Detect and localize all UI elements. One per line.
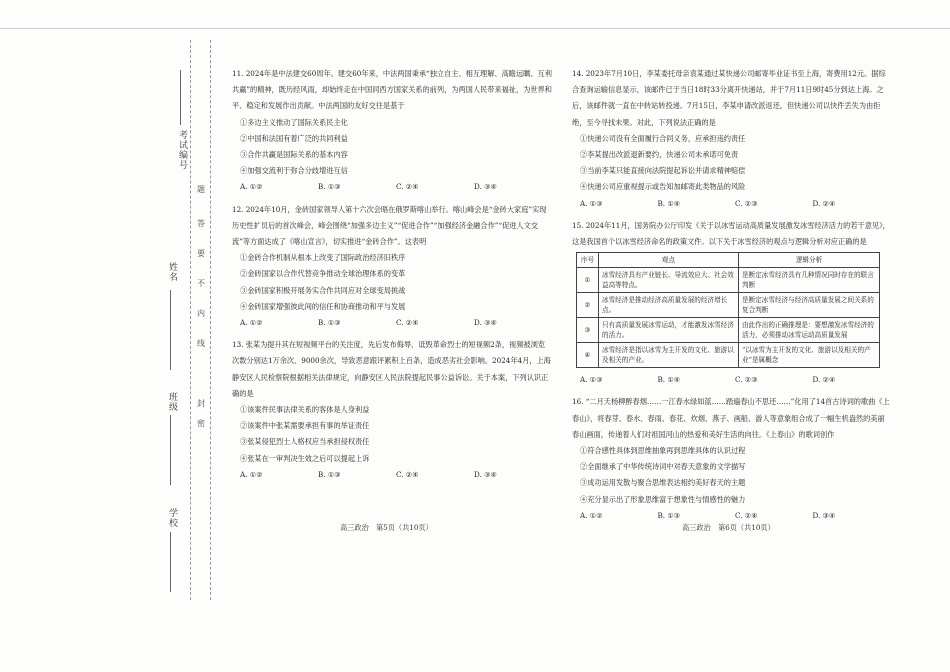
option-d: D. ③④	[474, 318, 497, 328]
option-b: B. ①③	[657, 510, 681, 520]
option-c: C. ②④	[396, 182, 419, 192]
statement: ③成功运用发散与聚合思维表达相约美好春天的主题	[580, 478, 746, 488]
seal-char: 要	[197, 249, 205, 258]
option-d: D. ②④	[812, 198, 836, 208]
binding-strip	[140, 40, 215, 600]
option-a: A. ①②	[580, 510, 603, 520]
statement: ②该案件中张某需要承担有事的举证责任	[240, 421, 370, 431]
school-label: 学校	[167, 508, 177, 528]
statement: ③合作共赢是国际关系的基本内容	[240, 150, 348, 160]
answer-options	[572, 196, 890, 212]
page-footer-right: 高三政治 第6页（共10页）	[682, 523, 775, 532]
statement: ②金砖国家以合作代替竞争推动全球治理体系的变革	[240, 269, 406, 279]
question-stem: 11. 2024年是中法建交60周年。建交60年来，中法两国秉承“独立自主、相互理解、高瞻远瞩、互利共赢”的精神，既历经风雨，却始终走在中国同西方国家关系的前列，为两国人民带来福祉，为世界和平、稳定和发展作出贡献。中法两国的友好交往是基于	[232, 69, 552, 111]
table-cell: 由此作出的正确推理是：要想激发冰雪经济的活力，必须推动冰雪运动高质量发展	[739, 318, 880, 343]
option-b: B. ①③	[318, 469, 341, 479]
option-c: C. ②④	[396, 469, 419, 479]
seal-char: 线	[197, 339, 205, 348]
question-12	[232, 202, 552, 332]
question-13	[232, 337, 552, 483]
statement: ①符合感性具体到思维抽象再到思维具体的认识过程	[580, 446, 746, 456]
option-b: B. ①③	[318, 182, 341, 192]
statement: ②李某提出改派退新要约，快递公司未承诺可免责	[580, 150, 739, 160]
table-row	[577, 293, 880, 318]
question-stem: 13. 张某为提升其在短视频平台的关注度，先后发布侮辱、诋毁革命烈士的短视频2条，视频被浏览次数分别达1万余次、9000余次，导致恶意跟评累积上百条，造成恶劣社会影响。2024年4月，上海静安区人民检察院根据相关法律规定，向静安区人民法院提起民事公益诉讼。关于本案，下列认识正确的是	[232, 340, 551, 398]
table-cell: 冰雪经济具有产业链长、导流效应大、社会效益高等特点。	[599, 268, 739, 293]
table-cell: 冰雪经济是指以冰雪为主开发的文化、旅游以及相关的产业。	[599, 343, 739, 368]
statement: ①多边主义推动了国际关系民主化	[240, 117, 348, 127]
seal-char: 密	[197, 419, 205, 428]
exam-no-line	[180, 70, 181, 125]
option-c: C. ②③	[735, 198, 758, 208]
option-c: C. ②④	[396, 318, 419, 328]
exam-no-label: 考试编号	[177, 130, 187, 170]
table-cell: “以冰雪为主开发的文化、旅游以及相关的产业”是属概念	[739, 343, 880, 368]
table-header: 序号	[577, 253, 599, 268]
name-line	[170, 290, 171, 370]
answer-options	[232, 179, 552, 195]
option-a: A. ①②	[240, 469, 263, 479]
option-a: A. ①③	[580, 375, 603, 385]
question-16	[572, 394, 890, 524]
class-line	[170, 415, 171, 485]
statement: ③张某侵犯烈士人格权应当承担侵权责任	[240, 437, 370, 447]
seal-char: 封	[197, 399, 205, 408]
top-divider	[0, 28, 950, 29]
option-c: C. ②④	[735, 510, 758, 520]
page-footer-left: 高三政治 第5页（共10页）	[340, 523, 433, 532]
table-row	[577, 268, 880, 293]
statement: ②全面继承了中华传统诗词中对春天意象的文学描写	[580, 462, 746, 472]
option-a: A. ①②	[240, 182, 263, 192]
statement: ②中国和法国有着广泛的共同利益	[240, 133, 348, 143]
statement: ③当前李某只能直接向法院提起诉讼并请求精神赔偿	[580, 166, 746, 176]
seal-char: 答	[197, 219, 205, 228]
question-stem: 14. 2023年7月10日，李某委托母亲袁某通过某快递公司邮寄毕业证书至上海，寄费用12元。据综合查询运输信息显示，该邮件已于当日18时33分离开快递站，并于7月11日9时45分到达上海。之后，该邮件就一直在中转站转投递。7月15日，李某申请改派返还，但快递公司以快件丢失为由拒绝，至今寻找未果。对此，下列说法正确的是	[572, 69, 886, 127]
name-label: 姓名	[167, 262, 177, 282]
statement: ①快递公司没有全面履行合同义务，应承担违约责任	[580, 133, 746, 143]
class-label: 班级	[167, 392, 177, 412]
option-a: A. ①②	[240, 318, 263, 328]
table-cell: 是断定冰雪经济与经济高质量发展之间关系的复合判断	[739, 293, 880, 318]
option-d: D. ③④	[474, 469, 497, 479]
statement: ④张某在一审判决生效之后可以提起上诉	[240, 453, 370, 463]
table-cell: ②	[577, 293, 599, 318]
option-d: D. ③④	[474, 182, 497, 192]
question-stem: 15. 2024年11月，国务院办公厅印发《关于以冰雪运动高质量发展激发冰雪经济活力的若干意见》，这是我国首个以冰雪经济命名的政策文件。以下关于冰雪经济的观点与逻辑分析对应正确的是	[572, 220, 890, 247]
option-d: D. ③④	[812, 510, 836, 520]
question-stem: 12. 2024年10月，金砖国家领导人第十六次会晤在俄罗斯喀山举行。喀山峰会是“金砖大家庭”实现历史性扩员后的首次峰会，峰会围绕“加强多边主义”“促进合作”“加强经济金融合作”“促进人文交流”等方面达成了《喀山宣言》，切实推进“金砖合作”。这表明	[232, 204, 547, 247]
statement: ④金砖国家增强彼此间的信任和协商推动和平与发展	[240, 301, 406, 311]
statement: ③金砖国家积极开展务实合作共同应对全球变局挑战	[240, 285, 406, 295]
school-line	[170, 532, 171, 592]
table-row	[577, 318, 880, 343]
statement: ④充分显示出了形象思维富于想象性与情感性的魅力	[580, 494, 746, 504]
statement: ①金砖合作机制从根本上改变了国际政治经济旧秩序	[240, 253, 406, 263]
statement: ④快递公司应重视提示或告知加邮寄此类物品的风险	[580, 182, 746, 192]
table-row	[577, 343, 880, 368]
statement: ④加强交流利于弥合分歧增进互信	[240, 166, 348, 176]
option-c: C. ②③	[735, 375, 758, 385]
table-header: 逻辑分析	[739, 253, 880, 268]
table-header-row	[577, 253, 880, 268]
left-column	[232, 66, 552, 489]
table-cell: ③	[577, 318, 599, 343]
viewpoint-analysis-table	[576, 252, 880, 368]
option-b: B. ①④	[657, 198, 681, 208]
statement: ①该案件民事法律关系的客体是人身利益	[240, 405, 370, 415]
option-b: B. ①③	[318, 318, 341, 328]
answer-options	[232, 467, 552, 483]
table-header: 观点	[599, 253, 739, 268]
table-cell: ①	[577, 268, 599, 293]
option-a: A. ①③	[580, 198, 603, 208]
seal-char: 不	[197, 279, 205, 288]
seal-char: 题	[197, 185, 205, 194]
option-d: D. ②④	[812, 375, 836, 385]
answer-options	[572, 372, 890, 388]
answer-options	[232, 315, 552, 331]
table-cell: 是断定冰雪经济具有几种情况同时存在的联言判断	[739, 268, 880, 293]
table-cell: 冰雪经济是推动经济高质量发展的经济增长点。	[599, 293, 739, 318]
question-14	[572, 66, 890, 212]
question-stem: 16. “二月天杨柳醉春烟……一江春水绿如蓝……踏遍春山不思还……”化用了14首古诗词的歌曲《上春山》，将春芽、春水、春雨、春花、炊烟、燕子、画船、游人等意象组合成了一幅生机盎然的美丽春山画面，传递着人们对祖国河山的热爱和美好生活的向往。《上春山》的歌词创作	[572, 397, 890, 439]
question-15	[572, 218, 890, 389]
question-11	[232, 66, 552, 196]
table-cell: 只有高质量发展冰雪运动，才能激发冰雪经济的活力。	[599, 318, 739, 343]
seal-char: 内	[197, 309, 205, 318]
table-cell: ④	[577, 343, 599, 368]
seal-line-dashed	[210, 40, 211, 600]
answer-options	[572, 508, 890, 524]
right-column	[572, 66, 890, 530]
option-b: B. ①④	[657, 375, 681, 385]
cut-line-dashed	[190, 40, 191, 600]
